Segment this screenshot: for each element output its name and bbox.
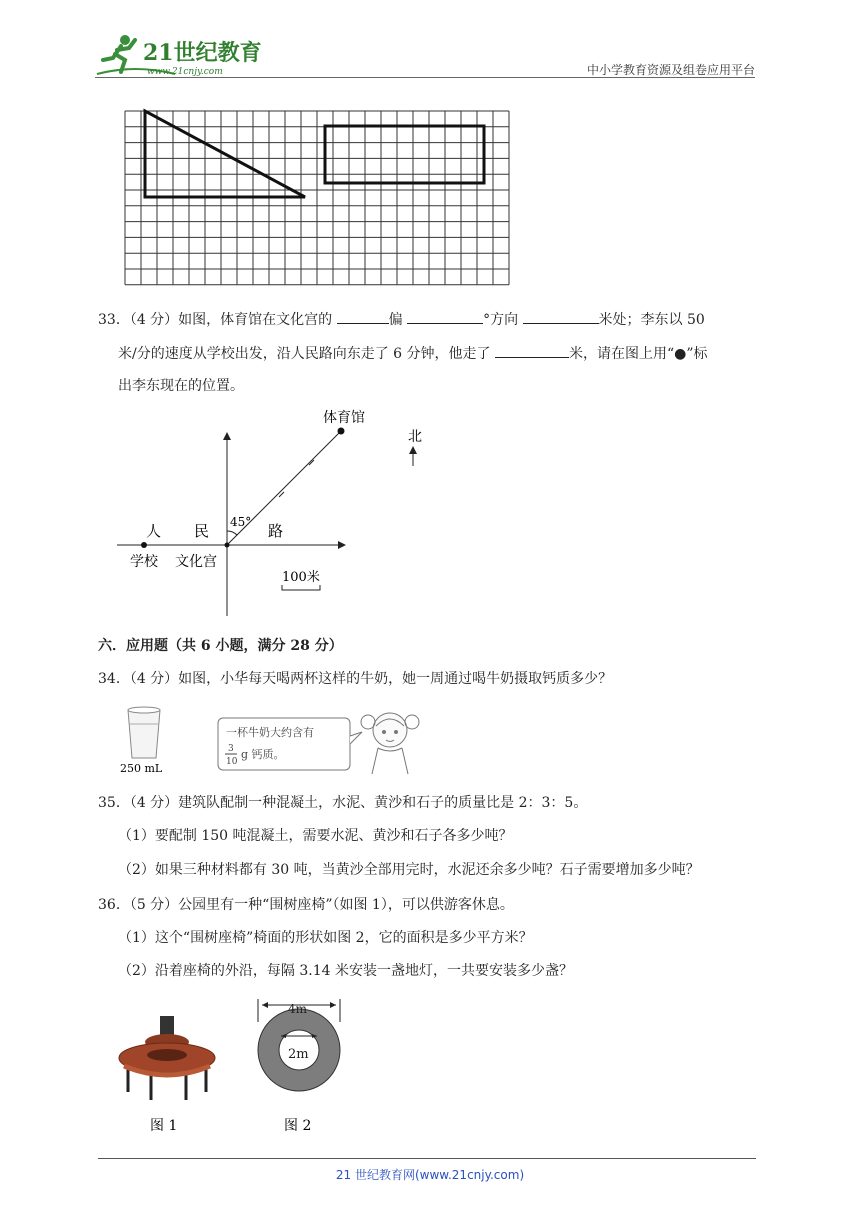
svg-text:g 钙质。: g 钙质。 (241, 748, 285, 761)
q36-sub2: （2）沿着座椅的外沿，每隔 3.14 米安装一盏地灯，一共要安装多少盏？ (118, 963, 573, 979)
q35-sub1: （1）要配制 150 吨混凝土，需要水泥、黄沙和石子各多少吨？ (118, 828, 513, 844)
figure-1-caption: 图 1 (150, 1118, 178, 1134)
svg-text:www.21cnjy.com: www.21cnjy.com (147, 67, 223, 77)
svg-text:一杯牛奶大约含有: 一杯牛奶大约含有 (226, 726, 314, 739)
section-6-title: 六．应用题（共 6 小题，满分 28 分） (98, 638, 343, 654)
q33-line1: 33．（4 分）如图，体育馆在文化宫的 偏 °方向 米处；李东以 50 (98, 309, 705, 330)
q36-sub1: （1）这个“围树座椅”椅面的形状如图 2，它的面积是多少平方米？ (118, 930, 533, 946)
road-char-2: 民 (194, 522, 210, 540)
q36-figures (116, 996, 356, 1140)
svg-text:10: 10 (226, 757, 238, 767)
q33-blank-distance[interactable] (523, 309, 599, 324)
q33-blank-walked[interactable] (495, 343, 569, 358)
tree-bench-image (119, 1016, 215, 1100)
footer-text[interactable]: 21 世纪教育网(www.21cnjy.com) (335, 1168, 525, 1182)
culture-point (225, 543, 230, 548)
scale-label: 100米 (282, 570, 320, 585)
milk-cup-icon (128, 707, 160, 758)
road-char-1: 人 (146, 522, 162, 540)
q36-text: 36．（5 分）公园里有一种“围树座椅”（如图 1），可以供游客休息。 (98, 897, 514, 913)
road-char-3: 路 (268, 522, 284, 540)
q34-figure (118, 700, 430, 782)
figure-2-caption: 图 2 (284, 1118, 312, 1134)
q33-map-figure (112, 404, 442, 624)
school-point (141, 542, 147, 548)
school-label: 学校 (130, 554, 158, 570)
footer-divider (98, 1158, 756, 1159)
q33-line2: 米/分的速度从学校出发，沿人民路向东走了 6 分钟，他走了 米，请在图上用“●”标 (118, 343, 708, 364)
grid-figure (122, 108, 512, 292)
header-divider (95, 77, 755, 78)
scale-bar (282, 585, 320, 590)
gym-point (338, 428, 345, 435)
angle-label: 45° (230, 515, 252, 529)
culture-label: 文化宫 (175, 554, 217, 570)
gym-label: 体育馆 (323, 410, 365, 426)
inner-diameter-label: 2m (288, 1047, 309, 1062)
svg-text:21世纪教育: 21世纪教育 (143, 40, 262, 66)
outer-diameter-label: 4m (288, 1002, 308, 1016)
girl-icon (361, 713, 419, 774)
q33-blank-angle[interactable] (407, 309, 483, 324)
header-platform-text: 中小学教育资源及组卷应用平台 (586, 63, 755, 77)
q34-text: 34．（4 分）如图，小华每天喝两杯这样的牛奶，她一周通过喝牛奶摄取钙质多少？ (98, 671, 613, 687)
north-label: 北 (408, 429, 422, 445)
q35-sub2: （2）如果三种材料都有 30 吨，当黄沙全部用完时，水泥还余多少吨？石子需要增加多少吨？ (118, 862, 700, 878)
cup-label: 250 mL (120, 762, 163, 775)
q33-line3: 出李东现在的位置。 (118, 378, 244, 394)
svg-text:3: 3 (228, 744, 234, 754)
q33-blank-direction[interactable] (337, 309, 389, 324)
site-logo (95, 30, 265, 78)
q35-text: 35．（4 分）建筑队配制一种混凝土，水泥、黄沙和石子的质量比是 2：3：5。 (98, 795, 588, 811)
triangle-shape (145, 111, 305, 197)
